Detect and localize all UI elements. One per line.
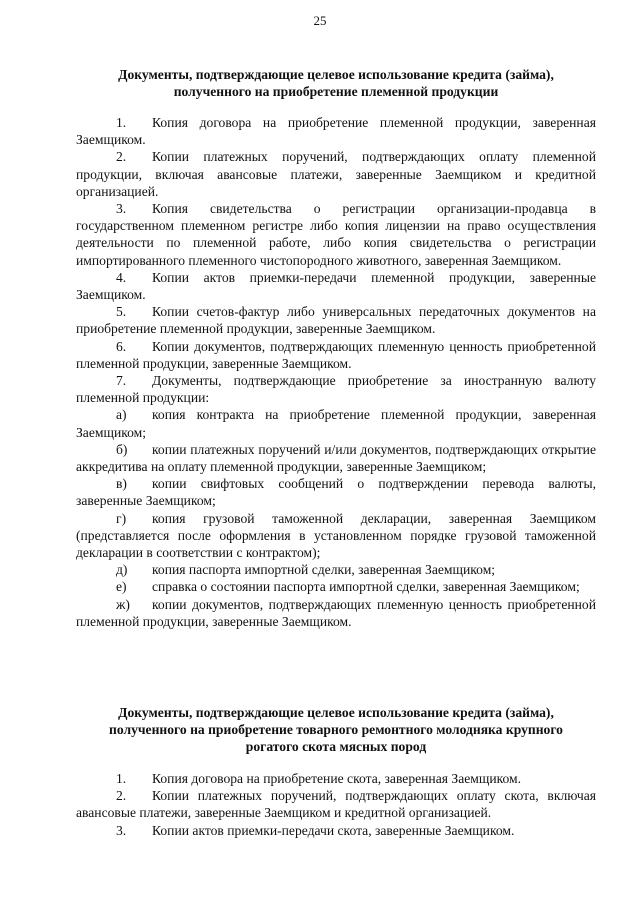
list-item [76, 303, 596, 337]
subitem-letter: г) [116, 510, 127, 526]
list-subitem [76, 475, 596, 509]
item-text: Копия договора на приобретение скота, заверенная Заемщиком. [152, 771, 522, 786]
item-text: Копии платежных поручений, подтверждающих оплату племенной продукции, включая авансовые платежи, заверенные Заемщиком и кредитной организацией. [76, 149, 596, 199]
list-item [76, 338, 596, 372]
item-text: копия грузовой таможенной декларации, заверенная Заемщиком (представляется после оформления в установленном порядке грузовой таможенной декларации в соответствии с контрактом); [76, 510, 596, 561]
item-text: копия паспорта импортной сделки, заверенная Заемщиком; [152, 562, 496, 578]
list-item [76, 200, 596, 269]
subitem-letter: б) [116, 441, 128, 457]
section-1-title-line-1: Документы, подтверждающие целевое использование кредита (займа), [118, 67, 554, 82]
item-number: 4. [116, 269, 127, 285]
section-2-title-line-3: рогатого скота мясных пород [245, 739, 427, 754]
item-text: Копия договора на приобретение племенной продукции, заверенная Заемщиком. [76, 115, 596, 148]
list-subitem [76, 441, 596, 475]
list-item [76, 269, 596, 303]
list-subitem [76, 510, 596, 562]
section-1-list [76, 114, 596, 630]
item-text: справка о состоянии паспорта импортной сделки, заверенная Заемщиком; [152, 579, 580, 595]
item-text: копия контракта на приобретение племенной продукции, заверенная Заемщиком; [76, 407, 596, 440]
subitem-letter: е) [116, 579, 127, 595]
item-text: копии свифтовых сообщений о подтверждении перевода валюты, заверенные Заемщиком; [76, 476, 596, 509]
list-item [76, 770, 596, 787]
list-item [76, 822, 596, 839]
item-text: копии платежных поручений и/или документов, подтверждающих открытие аккредитива на оплату племенной продукции, заверенные Заемщиком; [76, 441, 596, 475]
item-text: копии документов, подтверждающих племенную ценность приобретенной племенной продукции, заверенные Заемщиком. [76, 596, 596, 629]
item-number: 6. [116, 338, 127, 354]
list-subitem [76, 578, 596, 595]
list-item [76, 148, 596, 200]
item-number: 3. [116, 201, 127, 217]
section-2-title-line-1: Документы, подтверждающие целевое использование кредита (займа), [118, 705, 554, 720]
page-number: 25 [313, 13, 327, 28]
item-number: 2. [116, 149, 127, 165]
section-2-title-line-2: полученного на приобретение товарного ремонтного молодняка крупного [109, 722, 563, 737]
item-number: 1. [116, 115, 127, 130]
item-text: Копии актов приемки-передачи скота, заверенные Заемщиком. [152, 822, 515, 838]
subitem-letter: в) [116, 476, 127, 492]
section-2-title [76, 704, 596, 755]
list-subitem [76, 561, 596, 578]
list-item [76, 114, 596, 148]
list-item [76, 787, 596, 821]
subitem-letter: а) [116, 407, 127, 423]
subitem-letter: д) [116, 562, 128, 578]
section-1-title [76, 66, 596, 100]
list-subitem [76, 596, 596, 630]
item-number: 2. [116, 788, 127, 804]
list-item [76, 372, 596, 406]
item-number: 1. [116, 771, 127, 786]
item-text: Копии документов, подтверждающих племенную ценность приобретенной племенной продукции, заверенные Заемщиком. [76, 338, 596, 371]
item-number: 5. [116, 304, 127, 320]
item-number: 3. [116, 822, 127, 838]
item-text: Документы, подтверждающие приобретение за иностранную валюту племенной продукции: [76, 373, 596, 406]
item-number: 7. [116, 373, 127, 389]
list-subitem [76, 406, 596, 440]
item-text: Копии платежных поручений, подтверждающих оплату скота, включая авансовые платежи, заверенные Заемщиком и кредитной организацией. [76, 788, 596, 821]
subitem-letter: ж) [116, 596, 130, 612]
item-text: Копия свидетельства о регистрации организации-продавца в государственном племенном регистре либо копия лицензии на право осуществления деятельности по племенной работе, либо копия свидетельства о регистрации импортированного племенного чистопородного животного, заверенная Заемщиком. [76, 201, 596, 268]
section-1-title-line-2: полученного на приобретение племенной продукции [173, 84, 499, 99]
item-text: Копии счетов-фактур либо универсальных передаточных документов на приобретение племенной продукции, заверенные Заемщиком. [76, 304, 596, 337]
item-text: Копии актов приемки-передачи племенной продукции, заверенные Заемщиком. [76, 269, 596, 303]
section-2-list [76, 770, 596, 839]
